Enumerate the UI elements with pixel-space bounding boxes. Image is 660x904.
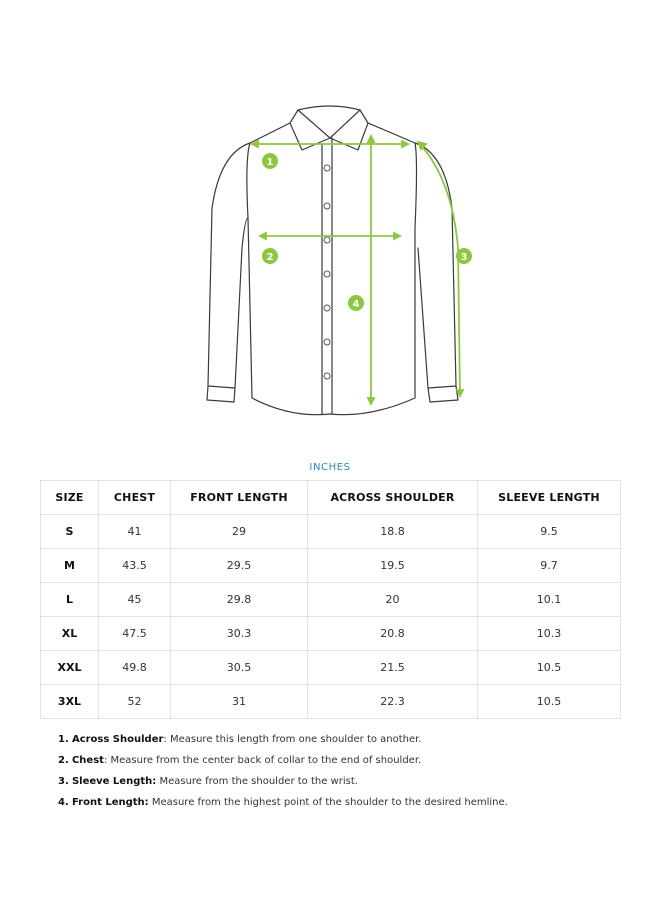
header-across-shoulder: ACROSS SHOULDER xyxy=(308,481,478,515)
svg-text:2: 2 xyxy=(266,252,274,263)
shirt-right-sleeve xyxy=(415,143,456,388)
table-row xyxy=(41,685,621,719)
cell-across-shoulder: 20 xyxy=(308,583,478,617)
cell-front-length: 30.3 xyxy=(171,617,308,651)
table-row xyxy=(41,651,621,685)
note-number: 2. xyxy=(58,755,69,766)
cell-sleeve-length: 10.3 xyxy=(478,617,621,651)
cell-chest: 43.5 xyxy=(99,549,171,583)
cell-sleeve-length: 10.5 xyxy=(478,651,621,685)
cell-across-shoulder: 21.5 xyxy=(308,651,478,685)
header-chest: CHEST xyxy=(99,481,171,515)
cell-front-length: 29.8 xyxy=(171,583,308,617)
cell-chest: 45 xyxy=(99,583,171,617)
note-text: Measure this length from one shoulder to another. xyxy=(166,734,422,745)
svg-text:4: 4 xyxy=(352,299,360,310)
shirt-button xyxy=(324,165,330,171)
table-row xyxy=(41,583,621,617)
marker-3 xyxy=(456,248,472,264)
cell-size: M xyxy=(41,549,99,583)
note-term: Across Shoulder xyxy=(71,734,164,745)
shirt-button xyxy=(324,271,330,277)
cell-size: XXL xyxy=(41,651,99,685)
cell-sleeve-length: 10.5 xyxy=(478,685,621,719)
note-term: Chest xyxy=(71,755,104,766)
table-row xyxy=(41,549,621,583)
cell-sleeve-length: 9.7 xyxy=(478,549,621,583)
cell-size: S xyxy=(41,515,99,549)
shirt-left-sleeve xyxy=(208,143,250,388)
cell-across-shoulder: 18.8 xyxy=(308,515,478,549)
cell-across-shoulder: 20.8 xyxy=(308,617,478,651)
note-text: Measure from the center back of collar to the end of shoulder. xyxy=(107,755,422,766)
cell-sleeve-length: 10.1 xyxy=(478,583,621,617)
note-number: 3. xyxy=(58,776,69,787)
shirt-button xyxy=(324,305,330,311)
shirt-button xyxy=(324,339,330,345)
cell-chest: 49.8 xyxy=(99,651,171,685)
header-front-length: FRONT LENGTH xyxy=(171,481,308,515)
note-text: Measure from the shoulder to the wrist. xyxy=(156,776,358,787)
marker-4 xyxy=(348,295,364,311)
note-term: Front Length: xyxy=(71,797,149,808)
table-row xyxy=(41,617,621,651)
note-text: Measure from the highest point of the shoulder to the desired hemline. xyxy=(148,797,508,808)
cell-sleeve-length: 9.5 xyxy=(478,515,621,549)
cell-front-length: 29.5 xyxy=(171,549,308,583)
marker-2 xyxy=(262,248,278,264)
cell-across-shoulder: 19.5 xyxy=(308,549,478,583)
cell-front-length: 29 xyxy=(171,515,308,549)
note-item xyxy=(58,733,508,754)
svg-text:3: 3 xyxy=(460,252,468,263)
unit-label: INCHES xyxy=(309,462,351,473)
note-item xyxy=(58,775,508,796)
note-term: Sleeve Length: xyxy=(71,776,157,787)
table-header-row xyxy=(41,481,621,515)
note-item xyxy=(58,796,508,817)
note-separator: : xyxy=(163,734,167,745)
svg-text:1: 1 xyxy=(266,157,274,168)
cell-front-length: 31 xyxy=(171,685,308,719)
shirt-button xyxy=(324,237,330,243)
header-sleeve-length: SLEEVE LENGTH xyxy=(478,481,621,515)
cell-size: XL xyxy=(41,617,99,651)
cell-front-length: 30.5 xyxy=(171,651,308,685)
cell-chest: 41 xyxy=(99,515,171,549)
measurement-notes xyxy=(58,733,508,817)
shirt-button xyxy=(324,203,330,209)
note-number: 1. xyxy=(58,734,69,745)
table-row xyxy=(41,515,621,549)
size-chart-table xyxy=(40,480,621,719)
cell-size: L xyxy=(41,583,99,617)
cell-across-shoulder: 22.3 xyxy=(308,685,478,719)
shirt-measurement-diagram xyxy=(190,98,480,433)
cell-chest: 52 xyxy=(99,685,171,719)
note-number: 4. xyxy=(58,797,69,808)
note-item xyxy=(58,754,508,775)
cell-chest: 47.5 xyxy=(99,617,171,651)
marker-1 xyxy=(262,153,278,169)
note-separator: : xyxy=(103,755,108,766)
shirt-button xyxy=(324,373,330,379)
cell-size: 3XL xyxy=(41,685,99,719)
header-size: SIZE xyxy=(41,481,99,515)
